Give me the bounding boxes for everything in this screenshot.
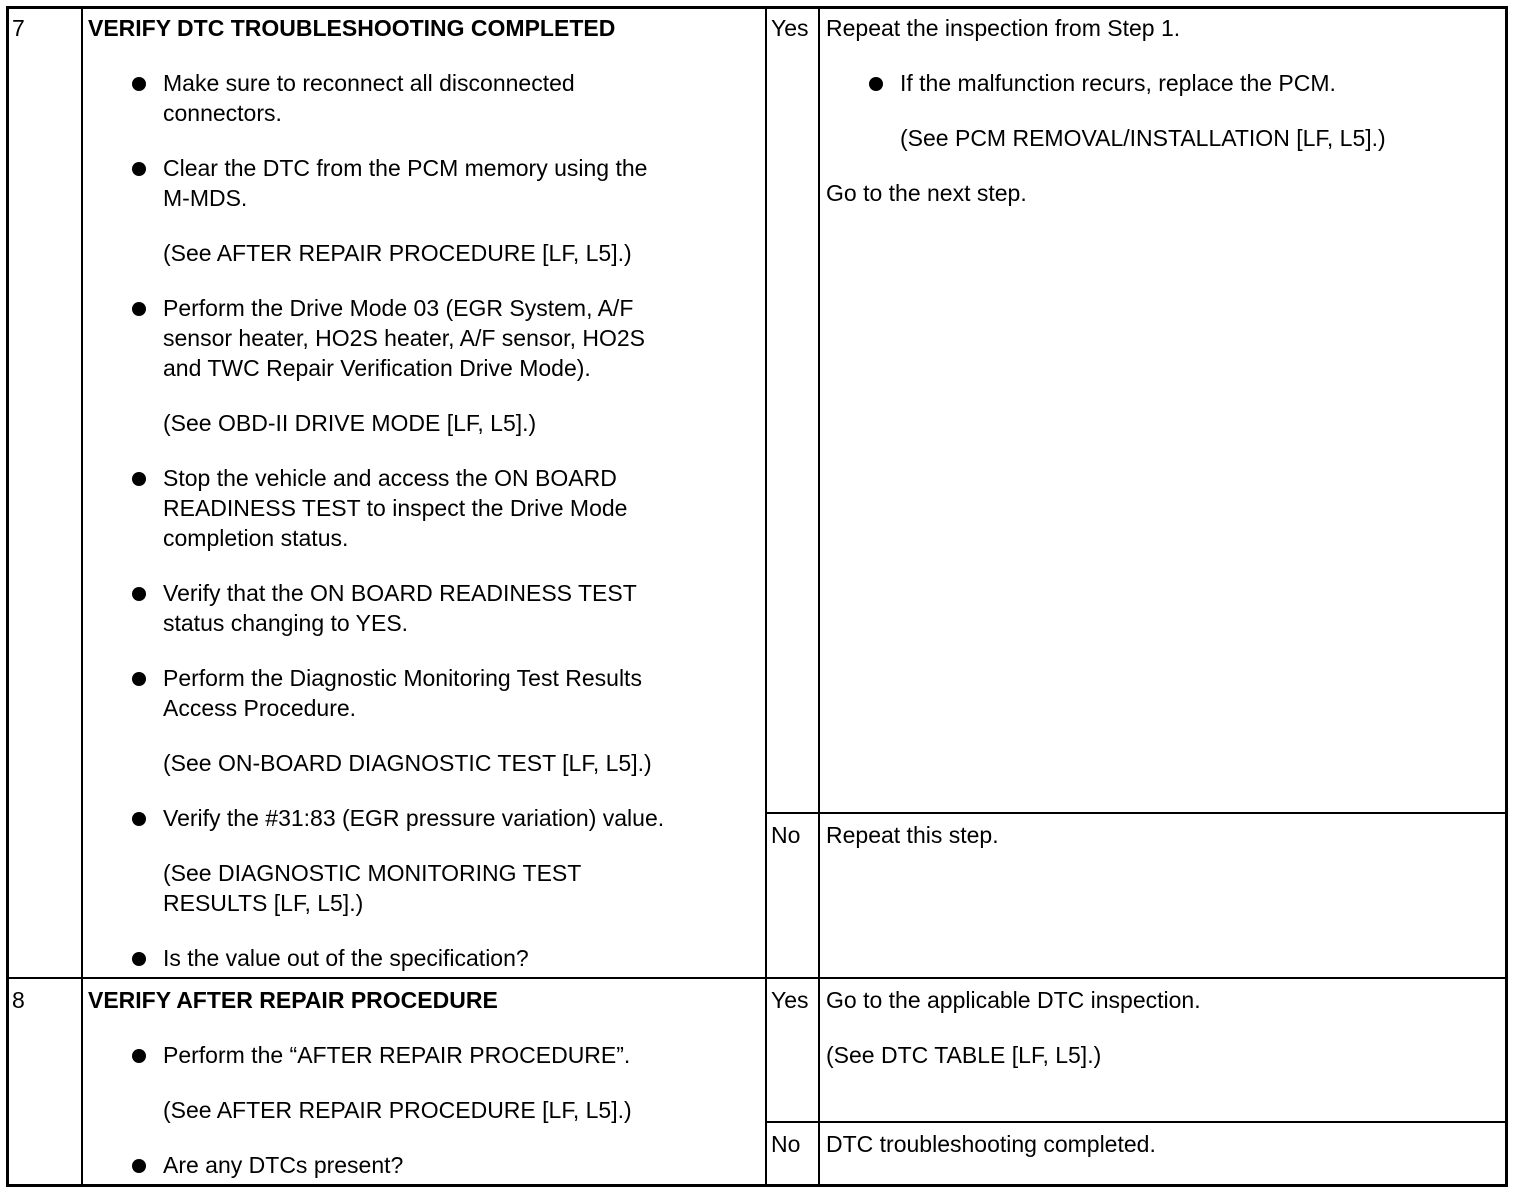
answer-divider xyxy=(765,1121,1506,1123)
reference-link[interactable]: (See DTC TABLE [LF, L5].) xyxy=(826,1042,1102,1068)
no-label: No xyxy=(771,1131,801,1157)
answer-divider xyxy=(765,812,1506,814)
instruction-text: Perform the “AFTER REPAIR PROCEDURE”. xyxy=(163,1042,631,1068)
reference-link[interactable]: (See DIAGNOSTIC MONITORING TEST xyxy=(163,860,582,886)
instruction-text: Perform the Drive Mode 03 (EGR System, A/F xyxy=(163,295,634,321)
no-label: No xyxy=(771,822,801,848)
instruction-text: connectors. xyxy=(163,100,282,126)
action-text: Repeat this step. xyxy=(826,822,999,848)
step-number: 7 xyxy=(12,15,25,41)
instruction-text: Verify that the ON BOARD READINESS TEST xyxy=(163,580,637,606)
yes-label: Yes xyxy=(771,987,809,1013)
row-divider xyxy=(8,977,1506,979)
instruction-text: Perform the Diagnostic Monitoring Test Results xyxy=(163,665,642,691)
step-title: VERIFY AFTER REPAIR PROCEDURE xyxy=(88,987,498,1013)
yes-label: Yes xyxy=(771,15,809,41)
instruction-text: completion status. xyxy=(163,525,349,551)
reference-link[interactable]: (See AFTER REPAIR PROCEDURE [LF, L5].) xyxy=(163,1097,632,1123)
instruction-text: Stop the vehicle and access the ON BOARD xyxy=(163,465,617,491)
bullet-icon xyxy=(132,1049,146,1063)
reference-link[interactable]: (See AFTER REPAIR PROCEDURE [LF, L5].) xyxy=(163,240,632,266)
reference-link[interactable]: (See PCM REMOVAL/INSTALLATION [LF, L5].) xyxy=(900,125,1386,151)
instruction-text: Make sure to reconnect all disconnected xyxy=(163,70,575,96)
action-text: Go to the applicable DTC inspection. xyxy=(826,987,1201,1013)
bullet-icon xyxy=(132,162,146,176)
action-text: If the malfunction recurs, replace the PCM. xyxy=(900,70,1336,96)
column-divider xyxy=(765,8,767,1185)
instruction-text: sensor heater, HO2S heater, A/F sensor, HO2S xyxy=(163,325,645,351)
bullet-icon xyxy=(132,587,146,601)
reference-link[interactable]: RESULTS [LF, L5].) xyxy=(163,890,364,916)
reference-link[interactable]: (See ON-BOARD DIAGNOSTIC TEST [LF, L5].) xyxy=(163,750,652,776)
instruction-text: Clear the DTC from the PCM memory using the xyxy=(163,155,648,181)
bullet-icon xyxy=(132,952,146,966)
action-text: Repeat the inspection from Step 1. xyxy=(826,15,1181,41)
bullet-icon xyxy=(132,77,146,91)
instruction-text: Are any DTCs present? xyxy=(163,1152,404,1178)
bullet-icon xyxy=(132,672,146,686)
bullet-icon xyxy=(132,472,146,486)
action-text: DTC troubleshooting completed. xyxy=(826,1131,1156,1157)
instruction-text: Access Procedure. xyxy=(163,695,357,721)
step-number: 8 xyxy=(12,987,25,1013)
bullet-icon xyxy=(132,302,146,316)
instruction-text: status changing to YES. xyxy=(163,610,409,636)
reference-link[interactable]: (See OBD-II DRIVE MODE [LF, L5].) xyxy=(163,410,537,436)
instruction-text: READINESS TEST to inspect the Drive Mode xyxy=(163,495,628,521)
instruction-text: and TWC Repair Verification Drive Mode). xyxy=(163,355,591,381)
bullet-icon xyxy=(132,1159,146,1173)
instruction-text: M-MDS. xyxy=(163,185,248,211)
bullet-icon xyxy=(132,812,146,826)
column-divider xyxy=(81,8,83,1185)
action-text: Go to the next step. xyxy=(826,180,1027,206)
step-title: VERIFY DTC TROUBLESHOOTING COMPLETED xyxy=(88,15,616,41)
bullet-icon xyxy=(869,77,883,91)
column-divider xyxy=(818,8,820,1185)
instruction-text: Verify the #31:83 (EGR pressure variation) value. xyxy=(163,805,665,831)
instruction-text: Is the value out of the specification? xyxy=(163,945,529,971)
